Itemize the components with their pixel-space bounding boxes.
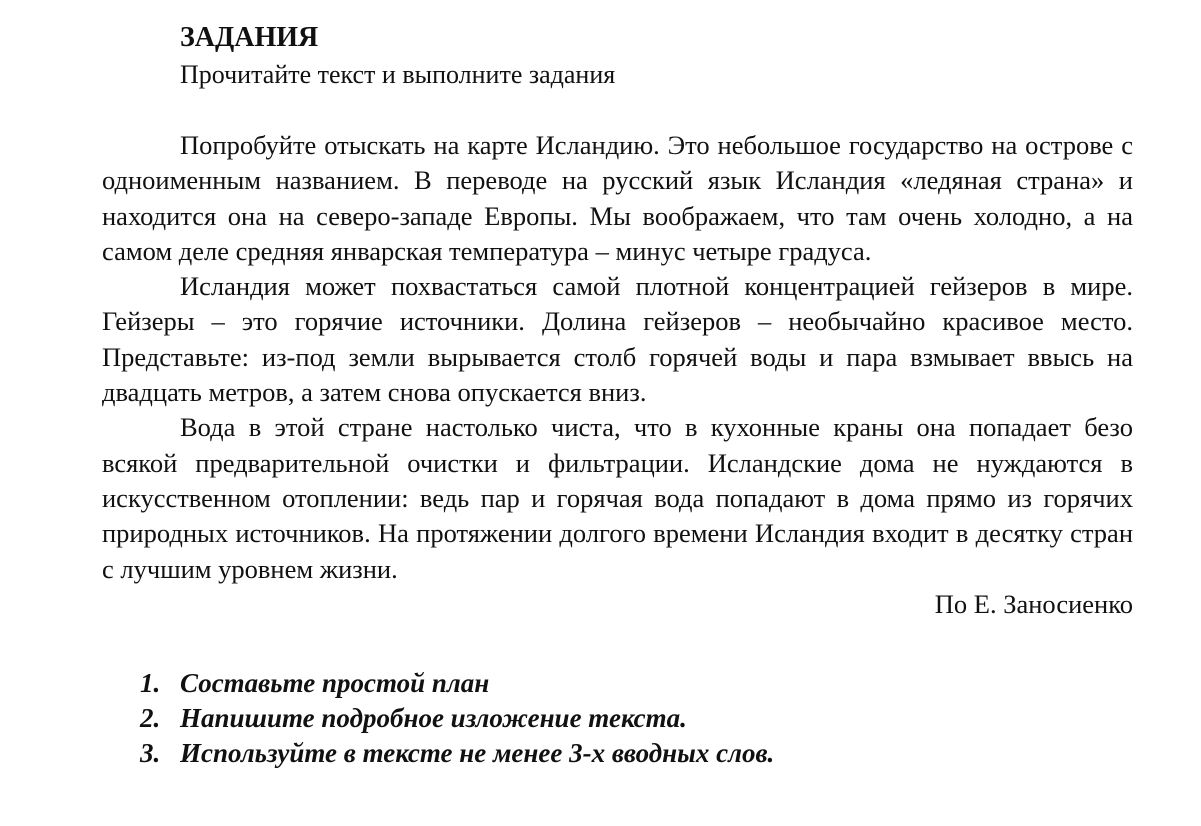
task-item-3 xyxy=(140,736,774,771)
task-list xyxy=(140,666,774,771)
reading-text xyxy=(102,128,1133,622)
task-text: Напишите подробное изложение текста. xyxy=(180,703,687,733)
task-number: 1. xyxy=(140,668,161,698)
paragraph-1: Попробуйте отыскать на карте Исландию. Это небольшое государство на острове с одноименным названием. В переводе на русский язык Исландия «ледяная страна» и находится она на северо-западе Европы. Мы воображаем, что там очень холодно, а на самом деле средняя январская температура – минус четыре градуса. xyxy=(102,130,1133,266)
page-title: ЗАДАНИЯ xyxy=(180,22,319,53)
task-text: Составьте простой план xyxy=(180,668,490,698)
paragraph-2: Исландия может похвастаться самой плотной концентрацией гейзеров в мире. Гейзеры – это горячие источники. Долина гейзеров – необычайно красивое место. Представьте: из-под земли вырывается столб горячей воды и пара взмывает ввысь на двадцать метров, а затем снова опускается вниз. xyxy=(102,271,1133,408)
task-number: 2. xyxy=(140,703,161,733)
instruction-text: Прочитайте текст и выполните задания xyxy=(180,60,616,89)
task-number: 3. xyxy=(140,738,161,768)
task-item-1 xyxy=(140,666,774,701)
author-attribution: По Е. Заносиенко xyxy=(934,588,1133,619)
paragraph-3: Вода в этой стране настолько чиста, что в кухонные краны она попадает безо всякой предварительной очистки и фильтрации. Исландские дома не нуждаются в искусственном отоплении: ведь пар и горячая вода попадают в дома прямо из горячих природных источников. На протяжении долгого времени Исландия входит в десятку стран с лучшим уровнем жизни. xyxy=(102,412,1133,584)
task-item-2 xyxy=(140,701,774,736)
task-text: Используйте в тексте не менее 3-х вводных слов. xyxy=(180,738,775,768)
